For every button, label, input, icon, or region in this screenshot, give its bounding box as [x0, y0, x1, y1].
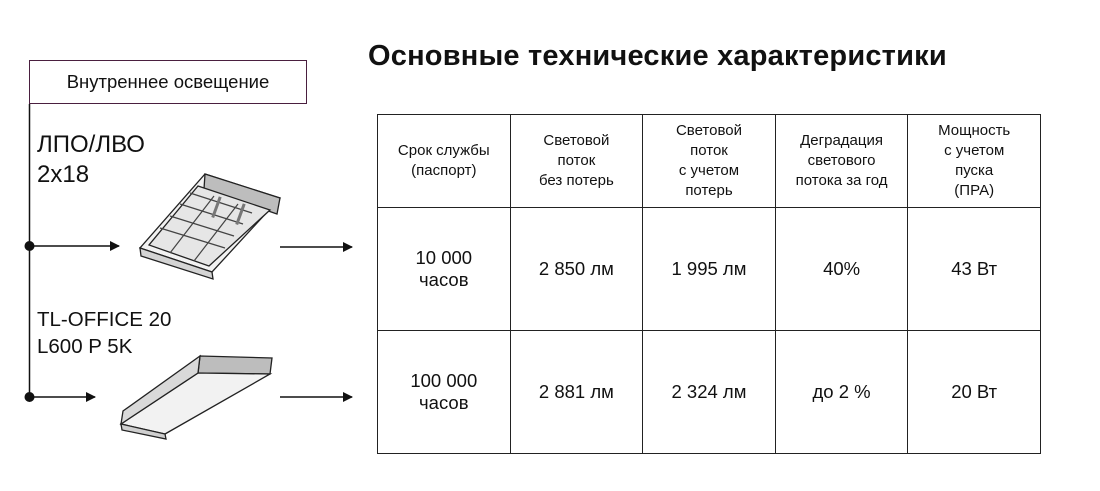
header-power: Мощность с учетом пуска (ПРА) — [908, 115, 1041, 208]
specs-table — [377, 114, 1041, 454]
fixture-2-name-line1: TL-OFFICE 20 — [37, 308, 172, 331]
table-header-row — [378, 115, 1041, 208]
cell-flux-with-loss: 1 995 лм — [643, 208, 776, 331]
fixture-1-name-line2: 2x18 — [37, 161, 90, 188]
cell-flux-no-loss: 2 850 лм — [510, 208, 643, 331]
cell-power: 20 Вт — [908, 331, 1041, 454]
cell-flux-no-loss: 2 881 лм — [510, 331, 643, 454]
table-row — [378, 208, 1041, 331]
cell-lifetime: 100 000 часов — [378, 331, 511, 454]
cell-flux-with-loss: 2 324 лм — [643, 331, 776, 454]
header-degradation: Деградация светового потока за год — [775, 115, 908, 208]
cell-lifetime: 10 000 часов — [378, 208, 511, 331]
header-flux-with-loss: Световой поток с учетом потерь — [643, 115, 776, 208]
header-flux-no-loss: Световой поток без потерь — [510, 115, 643, 208]
table-row — [378, 331, 1041, 454]
led-panel-fixture-image — [121, 356, 272, 439]
fixture-2-name-line2: L600 P 5K — [37, 335, 133, 358]
cell-degradation: до 2 % — [775, 331, 908, 454]
fixture-1-name-line1: ЛПО/ЛВО — [37, 131, 145, 158]
cell-degradation: 40% — [775, 208, 908, 331]
page-title: Основные технические характеристики — [368, 40, 947, 72]
troffer-fixture-image — [140, 174, 280, 279]
header-lifetime: Срок службы (паспорт) — [378, 115, 511, 208]
cell-power: 43 Вт — [908, 208, 1041, 331]
category-label: Внутреннее освещение — [29, 60, 307, 104]
